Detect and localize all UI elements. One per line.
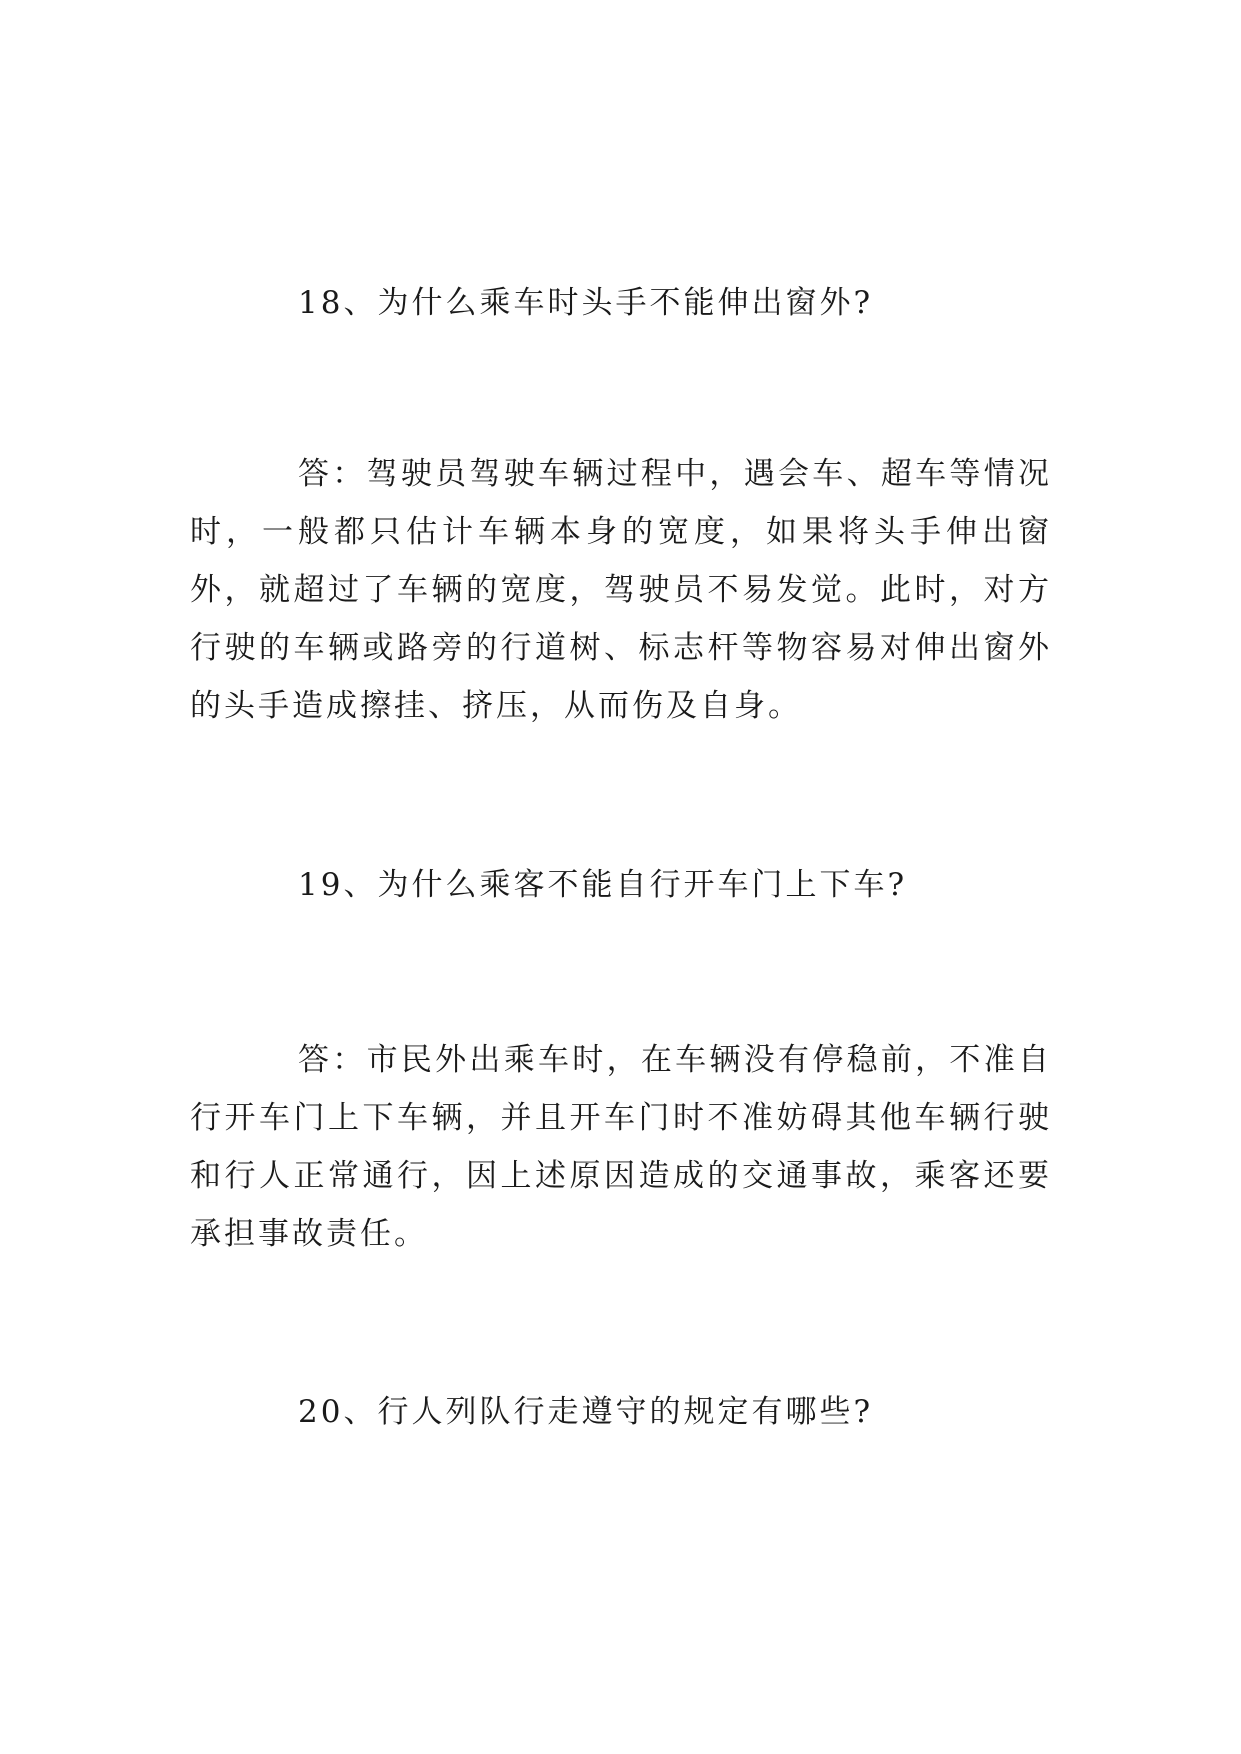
question-20: 20、行人列队行走遵守的规定有哪些? [298, 1394, 874, 1430]
question-19: 19、为什么乘客不能自行开车门上下车? [298, 867, 908, 903]
answer-19: 答：市民外出乘车时，在车辆没有停稳前，不准自行开车门上下车辆，并且开车门时不准妨碍其他车辆行驶和行人正常通行，因上述原因造成的交通事故，乘客还要承担事故责任。 [190, 1042, 1052, 1252]
question-18: 18、为什么乘车时头手不能伸出窗外? [298, 285, 874, 321]
answer-18: 答：驾驶员驾驶车辆过程中，遇会车、超车等情况时，一般都只估计车辆本身的宽度，如果将头手伸出窗外，就超过了车辆的宽度，驾驶员不易发觉。此时，对方行驶的车辆或路旁的行道树、标志杆等物容易对伸出窗外的头手造成擦挂、挤压，从而伤及自身。 [190, 456, 1052, 724]
